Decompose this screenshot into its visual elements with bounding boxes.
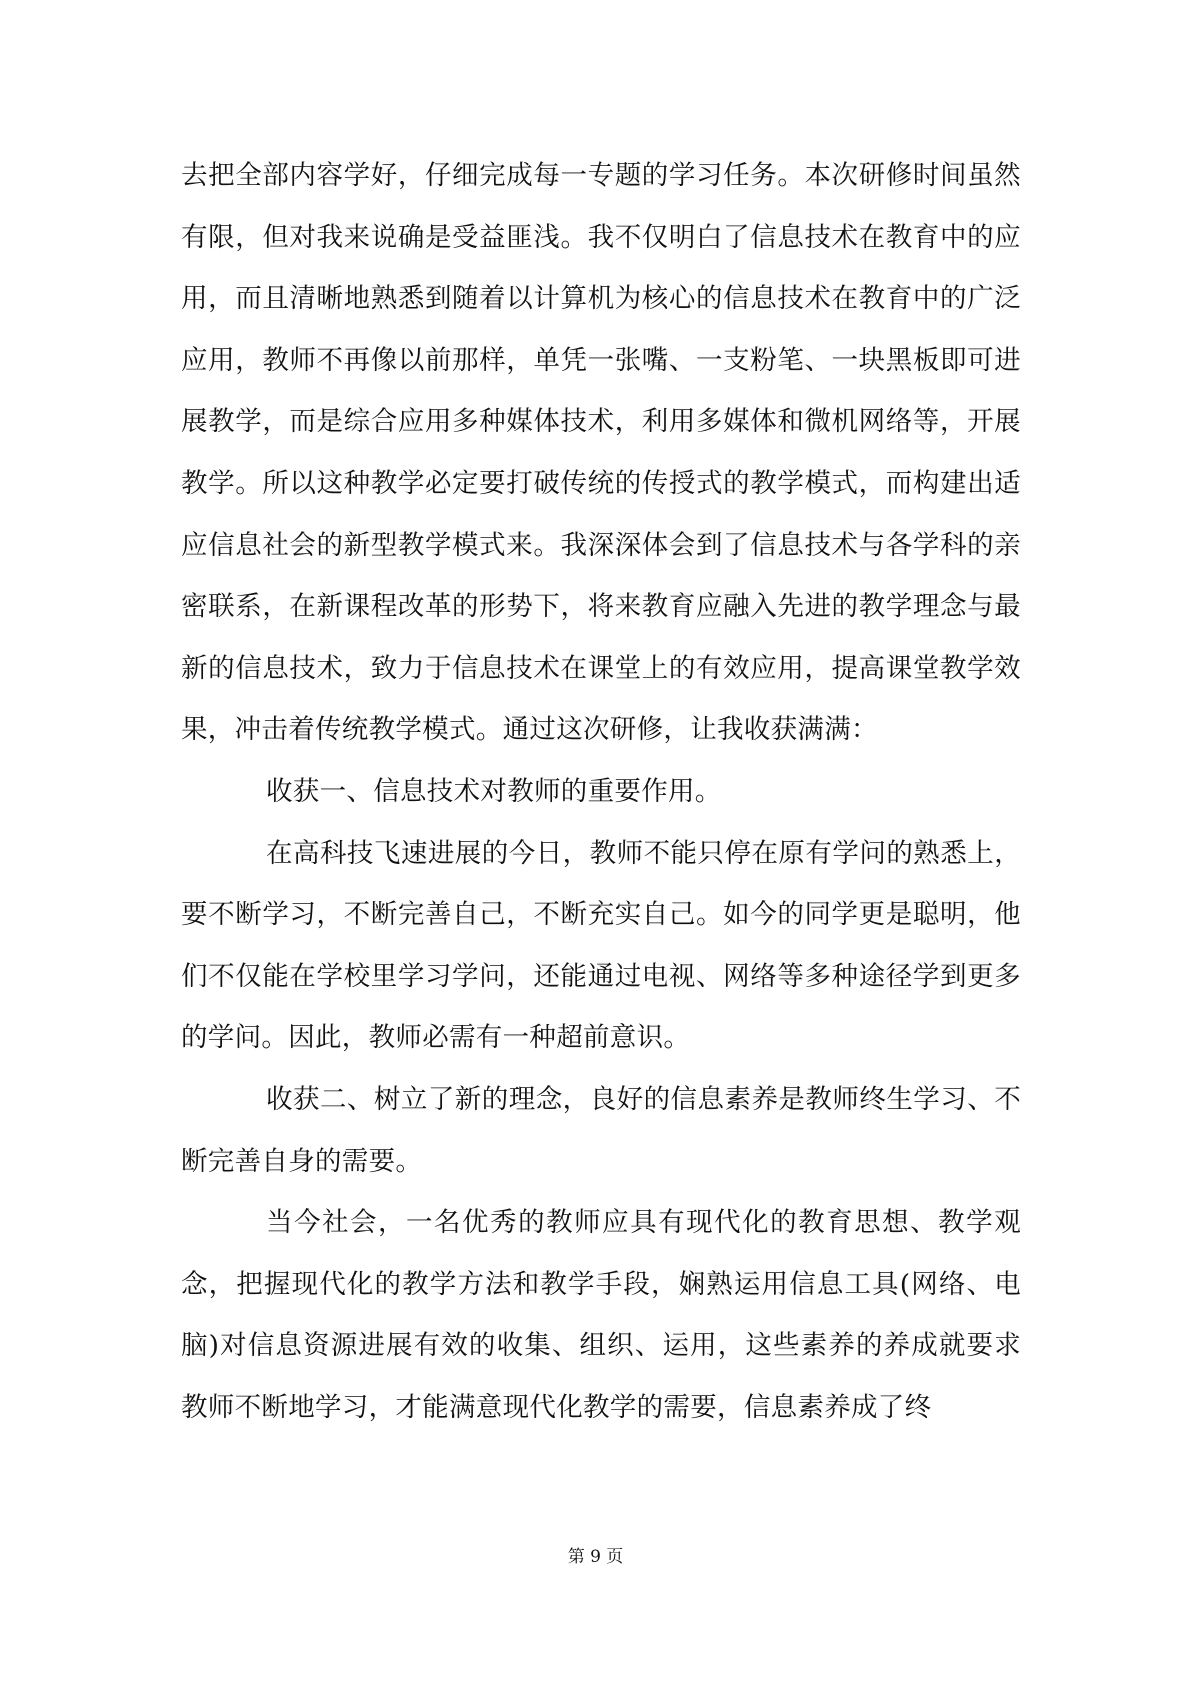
page-number-footer: 第 9 页 bbox=[567, 1547, 624, 1567]
paragraph-heading-gain-two: 收获二、树立了新的理念，良好的信息素养是教师终生学习、不断完善自身的需要。 bbox=[181, 1083, 1021, 1177]
paragraph-gain-two-body: 当今社会，一名优秀的教师应具有现代化的教育思想、教学观念，把握现代化的教学方法和教学手段，娴熟运用信息工具(网络、电脑)对信息资源进展有效的收集、组织、运用，这些素养的养成就要求教师不断地学习，才能满意现代化教学的需要，信息素养成了终 bbox=[181, 1207, 1021, 1423]
document-body bbox=[181, 145, 1021, 1438]
paragraph-heading-gain-one: 收获一、信息技术对教师的重要作用。 bbox=[266, 775, 722, 807]
paragraph-intro: 去把全部内容学好，仔细完成每一专题的学习任务。本次研修时间虽然有限，但对我来说确是受益匪浅。我不仅明白了信息技术在教育中的应用，而且清晰地熟悉到随着以计算机为核心的信息技术在教育中的广泛应用，教师不再像以前那样，单凭一张嘴、一支粉笔、一块黑板即可进展教学，而是综合应用多种媒体技术，利用多媒体和微机网络等，开展教学。所以这种教学必定要打破传统的传授式的教学模式，而构建出适应信息社会的新型教学模式来。我深深体会到了信息技术与各学科的亲密联系，在新课程改革的形势下，将来教育应融入先进的教学理念与最新的信息技术，致力于信息技术在课堂上的有效应用，提高课堂教学效果，冲击着传统教学模式。通过这次研修，让我收获满满： bbox=[181, 160, 1021, 746]
paragraph-gain-one-body: 在高科技飞速进展的今日，教师不能只停在原有学问的熟悉上，要不断学习，不断完善自己，不断充实自己。如今的同学更是聪明，他们不仅能在学校里学习学问，还能通过电视、网络等多种途径学到更多的学问。因此，教师必需有一种超前意识。 bbox=[181, 837, 1021, 1054]
